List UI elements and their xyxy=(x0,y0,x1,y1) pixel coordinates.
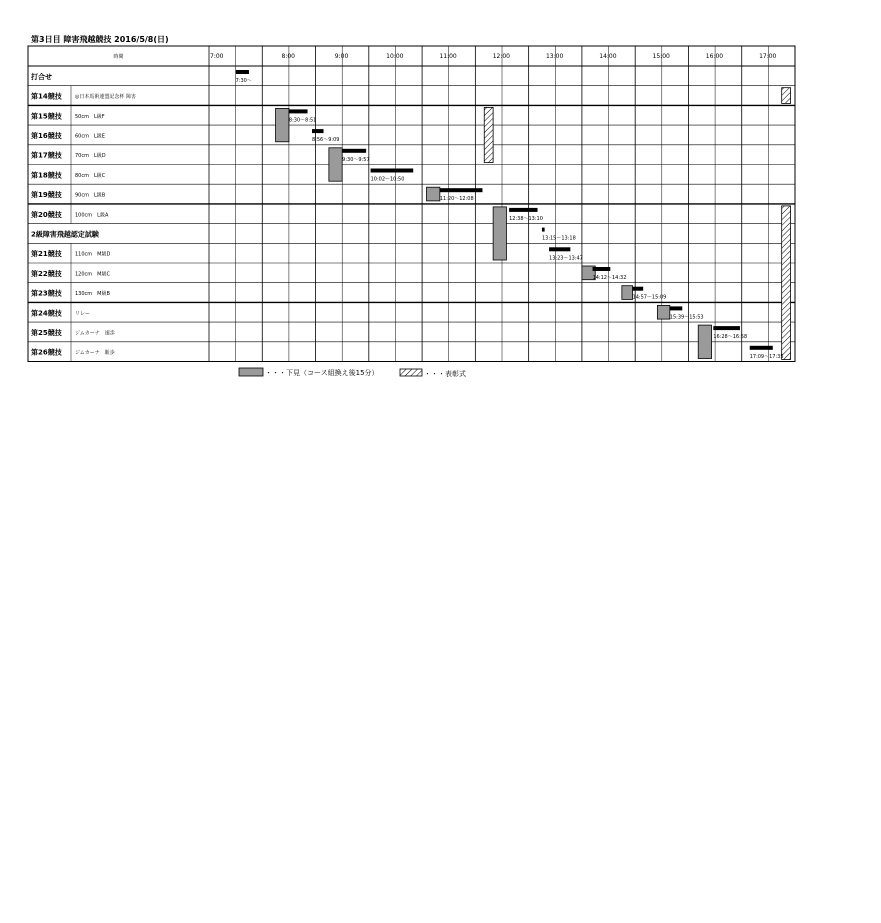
course-walk-block xyxy=(493,207,506,260)
event-bar xyxy=(593,267,611,271)
event-bar xyxy=(713,326,740,330)
event-bar xyxy=(633,287,644,291)
row-label: 第20競技 xyxy=(31,210,62,219)
event-bar xyxy=(440,188,483,192)
row-sublabel: ジムカーナ 駈歩 xyxy=(75,350,115,357)
row-sublabel: 80cm L級C xyxy=(75,172,106,179)
event-bar xyxy=(670,306,682,310)
event-bar xyxy=(750,346,773,350)
row-label: 第23競技 xyxy=(31,289,62,298)
hour-label: 16:00 xyxy=(705,53,724,60)
course-walk-block xyxy=(276,108,289,141)
event-time-label: 11:20～12:08 xyxy=(439,196,474,203)
row-sublabel: ジムカーナ 速歩 xyxy=(75,330,115,337)
header-time-label: 時間 xyxy=(113,54,124,60)
course-walk-block xyxy=(698,325,711,358)
row-label: 第21競技 xyxy=(31,250,62,259)
event-time-label: 10:02～10:50 xyxy=(370,176,405,183)
hour-label: 15:00 xyxy=(652,53,670,60)
hour-label: 10:00 xyxy=(386,53,404,60)
row-sublabel: リレー xyxy=(75,310,91,317)
row-sublabel: 90cm L級B xyxy=(75,192,106,199)
row-label: 第18競技 xyxy=(31,171,62,180)
row-label: 第26競技 xyxy=(31,348,62,357)
event-bar xyxy=(509,208,537,212)
hour-label: 11:00 xyxy=(439,53,457,60)
event-time-label: 13:23～13:47 xyxy=(549,255,583,262)
hour-label: 12:00 xyxy=(492,53,511,60)
row-sublabel: 100cm L級A xyxy=(75,212,109,219)
document-title: 第3日目 障害飛越競技 2016/5/8(日) xyxy=(31,35,169,44)
event-time-label: 15:39～15:53 xyxy=(669,314,704,321)
event-time-label: 16:28～16:58 xyxy=(713,334,748,341)
row-label: 第15競技 xyxy=(31,112,62,121)
row-sublabel: ◎日本馬術連盟記念杯 障害 xyxy=(75,94,136,101)
row-sublabel: 120cm M級C xyxy=(75,271,110,278)
hour-label: 14:00 xyxy=(599,53,617,60)
event-time-label: 14:57～15:09 xyxy=(632,294,667,301)
event-bar xyxy=(371,169,414,173)
hour-label: 13:00 xyxy=(545,53,564,60)
row-label: 第22競技 xyxy=(31,269,62,278)
event-time-label: 9:30～9:57 xyxy=(342,156,370,163)
row-label: 第17競技 xyxy=(31,151,62,160)
course-walk-block xyxy=(427,187,440,201)
row-label: 第24競技 xyxy=(31,309,62,318)
event-time-label: 13:15～13:18 xyxy=(541,235,576,242)
ceremony-block xyxy=(782,88,791,104)
row-label: 第14競技 xyxy=(31,92,62,101)
event-bar xyxy=(236,70,249,74)
legend-course-walk-swatch xyxy=(239,368,263,376)
hour-label: 17:00 xyxy=(759,53,777,60)
event-time-label: 17:09～17:35 xyxy=(749,353,784,360)
row-label: 打合せ xyxy=(31,72,52,81)
event-time-label: 8:30～8:51 xyxy=(288,117,317,124)
row-sublabel: 110cm M級D xyxy=(75,251,111,258)
legend-ceremony-label: ・・・表彰式 xyxy=(424,370,466,378)
course-walk-block xyxy=(657,305,669,319)
hour-label: 9:00 xyxy=(334,53,349,60)
ceremony-block xyxy=(782,206,791,360)
row-sublabel: 50cm L級F xyxy=(75,113,105,120)
hour-label: 8:00 xyxy=(281,53,296,60)
event-bar xyxy=(549,247,570,251)
event-time-label: 12:38～13:10 xyxy=(509,215,543,222)
event-bar xyxy=(289,109,308,113)
hour-label: 7:00 xyxy=(210,53,224,60)
row-sublabel: 70cm L級D xyxy=(75,153,106,160)
row-label: 2級障害飛越認定試験 xyxy=(31,230,99,239)
ceremony-block xyxy=(484,107,493,162)
course-walk-block xyxy=(329,148,342,181)
row-label: 第19競技 xyxy=(31,191,62,200)
legend-ceremony-swatch xyxy=(400,369,422,376)
row-sublabel: 130cm M級B xyxy=(75,291,110,298)
event-bar xyxy=(312,129,324,133)
event-time-label: 8:56～9:09 xyxy=(311,137,340,144)
event-time-label: 14:12～14:32 xyxy=(592,275,627,281)
event-bar xyxy=(542,228,545,232)
legend-course-walk-label: ・・・下見（コース組換え後15分） xyxy=(265,369,379,377)
row-label: 第16競技 xyxy=(31,131,62,140)
row-sublabel: 60cm L級E xyxy=(75,133,105,140)
row-label: 第25競技 xyxy=(31,328,62,337)
event-time-label: 7:30～ xyxy=(235,78,252,84)
course-walk-block xyxy=(622,286,633,300)
event-bar xyxy=(342,149,366,153)
